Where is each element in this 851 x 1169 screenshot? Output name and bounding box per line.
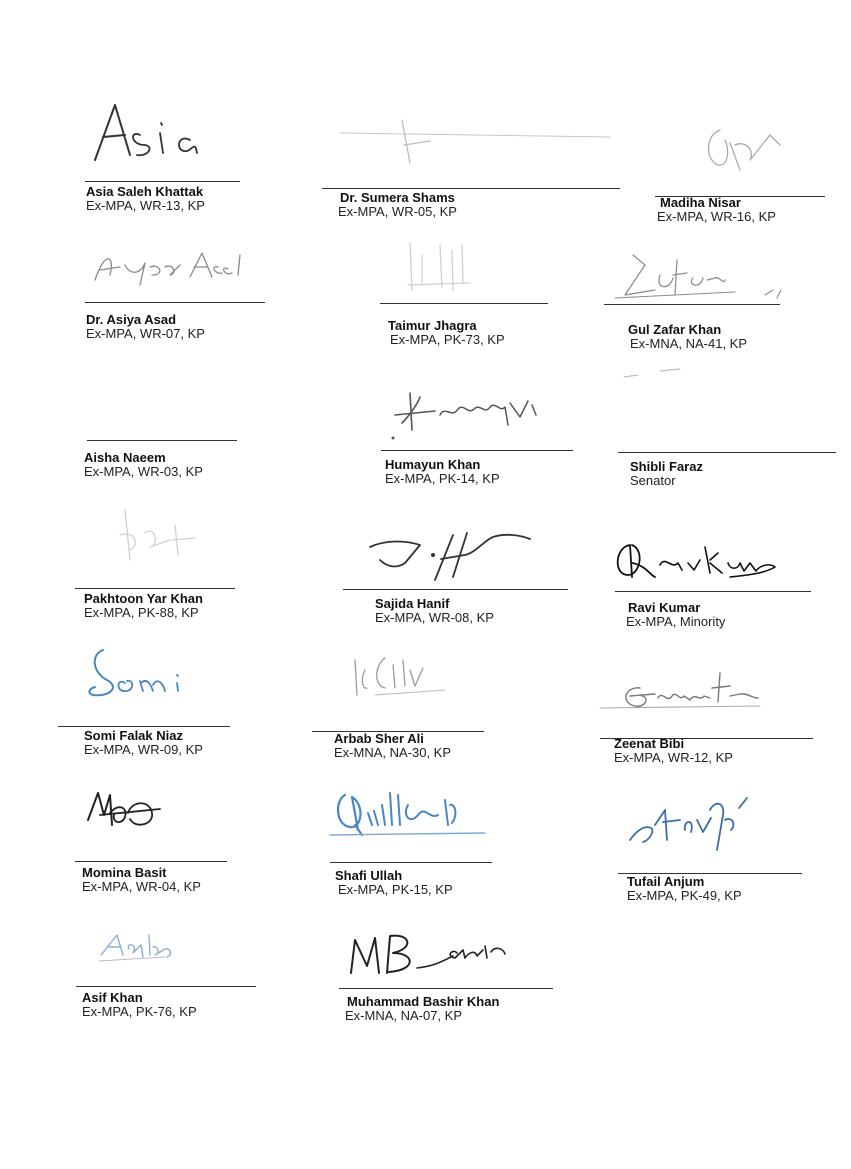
signatory-name: Shibli Faraz <box>630 459 703 474</box>
signature-image-zeenat <box>600 668 770 723</box>
signature-image-ravi <box>610 535 780 585</box>
signatory-title: Ex-MPA, WR-08, KP <box>375 610 494 625</box>
signature-image-shafi <box>330 785 495 845</box>
signatory-name: Madiha Nisar <box>660 195 741 210</box>
signature-image-arbab <box>345 650 455 710</box>
signatory-name: Dr. Asiya Asad <box>86 312 177 327</box>
signatory-title: Ex-MPA, PK-49, KP <box>627 888 742 903</box>
signatory-name: Somi Falak Niaz <box>84 728 183 743</box>
signatory-title: Ex-MPA, WR-07, KP <box>86 326 205 341</box>
signature-image-asia <box>85 95 235 170</box>
signature-image-momina <box>80 785 170 845</box>
signatory-title: Ex-MNA, NA-30, KP <box>334 745 452 760</box>
signatory-title: Ex-MPA, PK-76, KP <box>82 1004 197 1019</box>
signature-image-asiya <box>90 245 250 290</box>
signatory-name: Arbab Sher Ali <box>334 731 424 746</box>
signature-image-gul-zafar <box>615 250 785 310</box>
signatory-title: Ex-MPA, WR-05, KP <box>338 204 457 219</box>
signatory-name: Muhammad Bashir Khan <box>347 994 500 1009</box>
signatory-title: Ex-MPA, PK-73, KP <box>390 332 505 347</box>
signatory-title: Ex-MNA, NA-41, KP <box>630 336 748 351</box>
signatory-title: Ex-MPA, WR-16, KP <box>657 209 776 224</box>
signatory-name: Humayun Khan <box>385 457 481 472</box>
signatory-name: Dr. Sumera Shams <box>340 190 455 205</box>
signature-image-pakhtoon <box>100 505 210 570</box>
signature-image-sumera <box>340 115 620 175</box>
signatory-name: Asif Khan <box>82 990 143 1005</box>
signature-image-shibli <box>620 365 700 385</box>
signatory-title: Ex-MNA, NA-07, KP <box>345 1008 463 1023</box>
signatory-title: Ex-MPA, WR-09, KP <box>84 742 203 757</box>
signature-image-tufail <box>625 790 755 855</box>
signature-image-humayun <box>390 385 550 445</box>
signatory-title: Ex-MPA, WR-12, KP <box>614 750 733 765</box>
signatory-title: Ex-MPA, Minority <box>626 614 726 629</box>
signatory-title: Ex-MPA, PK-15, KP <box>338 882 453 897</box>
signatory-name: Taimur Jhagra <box>388 318 477 333</box>
signatory-name: Sajida Hanif <box>375 596 450 611</box>
signatory-name: Tufail Anjum <box>627 874 705 889</box>
signatory-name: Asia Saleh Khattak <box>86 184 204 199</box>
signatory-title: Ex-MPA, WR-04, KP <box>82 879 201 894</box>
signatory-title: Ex-MPA, PK-14, KP <box>385 471 500 486</box>
signature-image-madiha <box>700 115 790 180</box>
signatory-title: Ex-MPA, WR-13, KP <box>86 198 205 213</box>
signature-image-sajida <box>365 525 565 585</box>
signatory-name: Aisha Naeem <box>84 450 166 465</box>
signature-image-taimur <box>400 235 480 300</box>
signatory-name: Zeenat Bibi <box>614 736 685 751</box>
signatory-title: Ex-MPA, WR-03, KP <box>84 464 203 479</box>
signature-image-bashir <box>345 928 520 983</box>
signatory-name: Pakhtoon Yar Khan <box>84 591 203 606</box>
signatory-name: Gul Zafar Khan <box>628 322 722 337</box>
signature-image-asif <box>95 925 185 970</box>
signatory-name: Momina Basit <box>82 865 167 880</box>
signatory-name: Ravi Kumar <box>628 600 701 615</box>
signatory-name: Shafi Ullah <box>335 868 403 883</box>
signatory-title: Senator <box>630 473 676 488</box>
signature-image-somi <box>85 645 195 705</box>
signatory-title: Ex-MPA, PK-88, KP <box>84 605 199 620</box>
